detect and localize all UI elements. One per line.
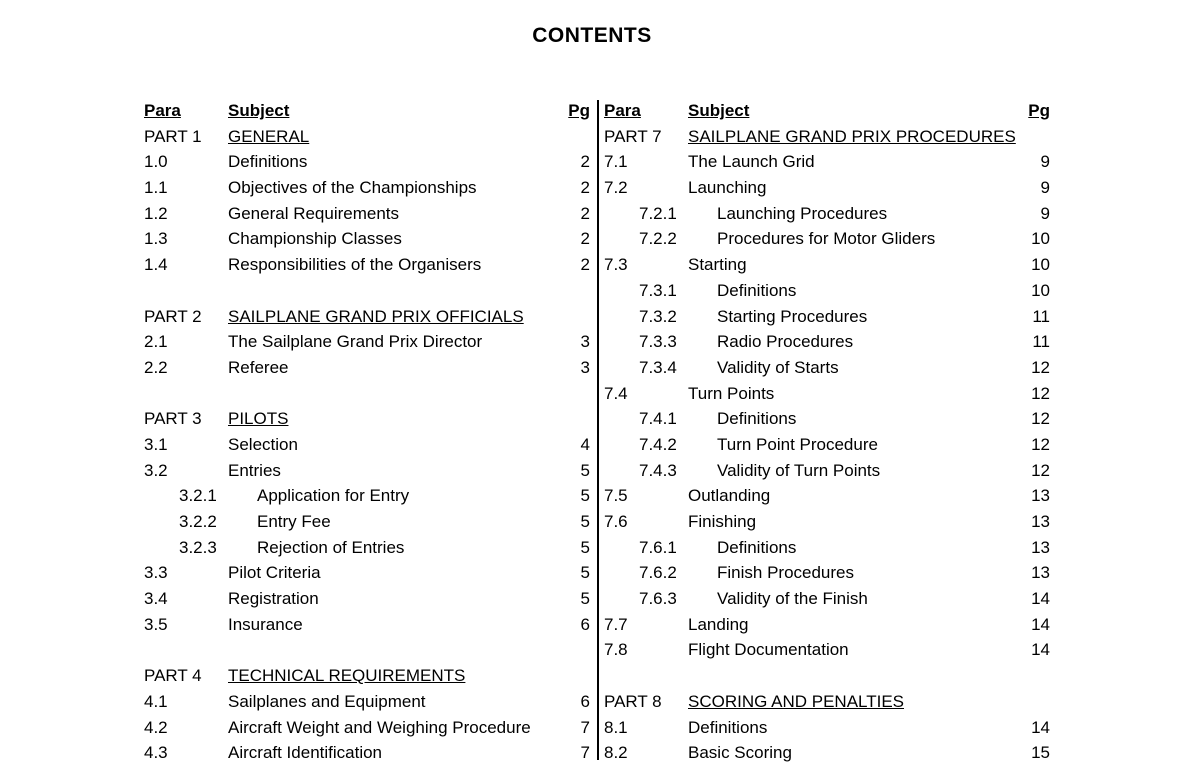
- para-number: 7.2.2: [639, 229, 677, 249]
- entry-subject: Entry Fee: [257, 512, 331, 531]
- entry-subject: Finishing: [688, 512, 757, 531]
- para-number: 2.2: [144, 357, 168, 377]
- part-heading-row: [604, 689, 1050, 715]
- page-number: 11: [1032, 306, 1050, 326]
- entry-subject: Insurance: [228, 614, 303, 634]
- entry-subject: Registration: [228, 589, 319, 609]
- para-number: 1.2: [144, 203, 168, 223]
- para-number: 7.3: [604, 255, 628, 275]
- entry-subject: Validity of Turn Points: [717, 460, 881, 480]
- toc-entry-row: [604, 304, 1050, 330]
- para-number: 7.7: [604, 614, 628, 634]
- para-number: 7.2: [604, 178, 628, 198]
- entry-subject: Turn Point Procedure: [717, 434, 878, 454]
- part-heading-row: [144, 304, 590, 330]
- page-number: 5: [580, 537, 590, 557]
- toc-entry-row: [144, 355, 590, 381]
- page-number: 2: [580, 152, 590, 172]
- toc-entry-row: [144, 175, 590, 201]
- para-number: 7.6.1: [639, 537, 677, 557]
- para-number: 8.1: [604, 717, 628, 737]
- para-number: PART 2: [144, 306, 202, 326]
- para-number: 8.2: [604, 743, 628, 763]
- page-number: 7: [580, 717, 590, 737]
- page-number: 14: [1031, 717, 1050, 737]
- toc-entry-row: [144, 509, 590, 535]
- header-pg: Pg: [568, 101, 590, 120]
- blank-row: [144, 381, 590, 407]
- para-number: 4.2: [144, 717, 168, 737]
- page-number: 15: [1031, 743, 1050, 763]
- part-heading-row: [604, 124, 1050, 150]
- toc-entry-row: [604, 715, 1050, 741]
- part-title: SCORING AND PENALTIES: [688, 691, 905, 711]
- page-number: 9: [1040, 203, 1050, 223]
- entry-subject: The Launch Grid: [688, 152, 815, 172]
- entry-subject: Definitions: [717, 280, 797, 300]
- page-number: 11: [1032, 332, 1050, 352]
- toc-entry-row: [144, 201, 590, 227]
- toc-entry-row: [604, 432, 1050, 458]
- para-number: 3.3: [144, 563, 168, 583]
- column-divider: [597, 100, 599, 760]
- page-number: 3: [580, 357, 590, 377]
- blank-row: [144, 278, 590, 304]
- para-number: PART 7: [604, 126, 662, 146]
- entry-subject: Radio Procedures: [717, 332, 854, 352]
- entry-subject: Basic Scoring: [688, 743, 792, 763]
- toc-entry-row: [604, 252, 1050, 278]
- toc-entry-row: [604, 586, 1050, 612]
- toc-entry-row: [604, 612, 1050, 638]
- toc-entry-row: [144, 560, 590, 586]
- page-title: CONTENTS: [532, 24, 652, 47]
- page-number: 5: [580, 512, 590, 531]
- toc-entry-row: [144, 586, 590, 612]
- toc-entry-row: [144, 483, 590, 509]
- para-number: 7.4: [604, 383, 628, 403]
- entry-subject: Entries: [228, 460, 281, 480]
- entry-subject: Starting Procedures: [717, 306, 868, 326]
- para-number: 3.4: [144, 589, 168, 609]
- header-subject: Subject: [688, 101, 750, 120]
- page-number: 7: [580, 743, 590, 763]
- entry-subject: Definitions: [717, 537, 797, 557]
- entry-subject: Pilot Criteria: [228, 563, 321, 583]
- entry-subject: Procedures for Motor Gliders: [717, 229, 936, 249]
- para-number: 1.4: [144, 255, 168, 275]
- toc-entry-row: [604, 637, 1050, 663]
- para-number: 3.2.3: [179, 537, 217, 557]
- part-title: TECHNICAL REQUIREMENTS: [228, 666, 466, 686]
- entry-subject: Championship Classes: [228, 229, 402, 249]
- toc-entry-row: [144, 458, 590, 484]
- page-number: 13: [1031, 486, 1050, 506]
- para-number: 7.6.3: [639, 589, 677, 609]
- entry-subject: Aircraft Identification: [228, 743, 383, 763]
- toc-entry-row: [604, 149, 1050, 175]
- toc-entry-row: [604, 560, 1050, 586]
- para-number: 7.4.1: [639, 409, 677, 429]
- para-number: 4.3: [144, 743, 168, 763]
- entry-subject: Referee: [228, 357, 289, 377]
- contents-column-right: [604, 98, 1050, 766]
- entry-subject: Flight Documentation: [688, 640, 849, 660]
- toc-entry-row: [604, 458, 1050, 484]
- page-number: 14: [1031, 640, 1050, 660]
- part-title: GENERAL: [228, 126, 310, 146]
- para-number: 7.1: [604, 152, 628, 172]
- header-para: Para: [144, 101, 181, 120]
- page-number: 3: [580, 332, 590, 352]
- page-number: 12: [1031, 357, 1050, 377]
- toc-entry-row: [604, 329, 1050, 355]
- para-number: 7.4.2: [639, 434, 677, 454]
- page-number: 12: [1031, 460, 1050, 480]
- para-number: 3.2: [144, 460, 168, 480]
- para-number: 7.3.3: [639, 332, 677, 352]
- part-heading-row: [144, 406, 590, 432]
- entry-subject: Landing: [688, 614, 749, 634]
- page-number: 13: [1031, 537, 1050, 557]
- entry-subject: Application for Entry: [257, 486, 410, 506]
- page-number: 12: [1031, 434, 1050, 454]
- entry-subject: Turn Points: [688, 383, 775, 403]
- page-number: 12: [1031, 383, 1050, 403]
- entry-subject: Sailplanes and Equipment: [228, 691, 426, 711]
- page-number: 6: [580, 614, 590, 634]
- entry-subject: General Requirements: [228, 203, 400, 223]
- toc-entry-row: [604, 278, 1050, 304]
- column-header: [144, 98, 590, 124]
- contents-column-left: [144, 98, 590, 766]
- para-number: PART 3: [144, 409, 202, 429]
- part-heading-row: [144, 663, 590, 689]
- page-number: 14: [1031, 614, 1050, 634]
- part-heading-row: [144, 124, 590, 150]
- entry-subject: Aircraft Weight and Weighing Procedure: [228, 717, 531, 737]
- page-number: 5: [580, 486, 590, 506]
- para-number: 7.3.4: [639, 357, 677, 377]
- page-number: 10: [1031, 229, 1050, 249]
- part-title: SAILPLANE GRAND PRIX PROCEDURES: [688, 126, 1016, 146]
- para-number: PART 1: [144, 126, 202, 146]
- column-header: [604, 98, 1050, 124]
- para-number: 1.3: [144, 229, 168, 249]
- toc-entry-row: [604, 535, 1050, 561]
- entry-subject: Outlanding: [688, 486, 771, 506]
- part-title: PILOTS: [228, 409, 289, 429]
- entry-subject: The Sailplane Grand Prix Director: [228, 332, 483, 352]
- para-number: 1.0: [144, 152, 168, 172]
- para-number: 7.6: [604, 512, 628, 531]
- toc-entry-row: [604, 483, 1050, 509]
- toc-entry-row: [144, 252, 590, 278]
- toc-entry-row: [144, 612, 590, 638]
- header-subject: Subject: [228, 101, 290, 120]
- toc-entry-row: [144, 329, 590, 355]
- toc-entry-row: [144, 740, 590, 766]
- toc-entry-row: [604, 509, 1050, 535]
- entry-subject: Rejection of Entries: [257, 537, 405, 557]
- entry-subject: Starting: [688, 255, 747, 275]
- page-number: 10: [1031, 255, 1050, 275]
- para-number: 7.4.3: [639, 460, 677, 480]
- toc-entry-row: [144, 226, 590, 252]
- para-number: 3.5: [144, 614, 168, 634]
- entry-subject: Finish Procedures: [717, 563, 855, 583]
- entry-subject: Definitions: [688, 717, 768, 737]
- toc-entry-row: [144, 432, 590, 458]
- para-number: 1.1: [144, 178, 168, 198]
- part-title: SAILPLANE GRAND PRIX OFFICIALS: [228, 306, 524, 326]
- para-number: 7.3.1: [639, 280, 677, 300]
- para-number: PART 8: [604, 691, 662, 711]
- page-number: 10: [1031, 280, 1050, 300]
- blank-row: [144, 637, 590, 663]
- para-number: 7.5: [604, 486, 628, 506]
- para-number: 7.6.2: [639, 563, 677, 583]
- page-number: 2: [580, 178, 590, 198]
- page-number: 5: [580, 460, 590, 480]
- page-number: 5: [580, 563, 590, 583]
- header-pg: Pg: [1028, 101, 1050, 120]
- entry-subject: Responsibilities of the Organisers: [228, 255, 482, 275]
- page-number: 9: [1040, 178, 1050, 198]
- page-number: 2: [580, 255, 590, 275]
- para-number: 4.1: [144, 691, 168, 711]
- entry-subject: Selection: [228, 434, 298, 454]
- toc-entry-row: [604, 381, 1050, 407]
- toc-entry-row: [144, 149, 590, 175]
- page-number: 2: [580, 203, 590, 223]
- entry-subject: Validity of Starts: [717, 357, 839, 377]
- para-number: 7.8: [604, 640, 628, 660]
- toc-entry-row: [144, 689, 590, 715]
- page-number: 2: [580, 229, 590, 249]
- toc-entry-row: [604, 740, 1050, 766]
- para-number: 3.2.2: [179, 512, 217, 531]
- toc-entry-row: [144, 715, 590, 741]
- entry-subject: Definitions: [228, 152, 308, 172]
- para-number: PART 4: [144, 666, 202, 686]
- toc-entry-row: [604, 175, 1050, 201]
- blank-row: [604, 663, 1050, 689]
- para-number: 7.2.1: [639, 203, 677, 223]
- page-number: 13: [1031, 563, 1050, 583]
- toc-entry-row: [604, 406, 1050, 432]
- para-number: 2.1: [144, 332, 168, 352]
- page-number: 6: [580, 691, 590, 711]
- page-number: 12: [1031, 409, 1050, 429]
- para-number: 7.3.2: [639, 306, 677, 326]
- page-number: 9: [1040, 152, 1050, 172]
- para-number: 3.1: [144, 434, 168, 454]
- page-number: 13: [1031, 512, 1050, 531]
- entry-subject: Definitions: [717, 409, 797, 429]
- toc-entry-row: [144, 535, 590, 561]
- page-number: 14: [1031, 589, 1050, 609]
- entry-subject: Launching: [688, 178, 767, 198]
- entry-subject: Objectives of the Championships: [228, 178, 477, 198]
- page-number: 4: [580, 434, 590, 454]
- header-para: Para: [604, 101, 641, 120]
- toc-entry-row: [604, 201, 1050, 227]
- toc-entry-row: [604, 226, 1050, 252]
- entry-subject: Launching Procedures: [717, 203, 888, 223]
- toc-entry-row: [604, 355, 1050, 381]
- entry-subject: Validity of the Finish: [717, 589, 868, 609]
- page-number: 5: [580, 589, 590, 609]
- para-number: 3.2.1: [179, 486, 217, 506]
